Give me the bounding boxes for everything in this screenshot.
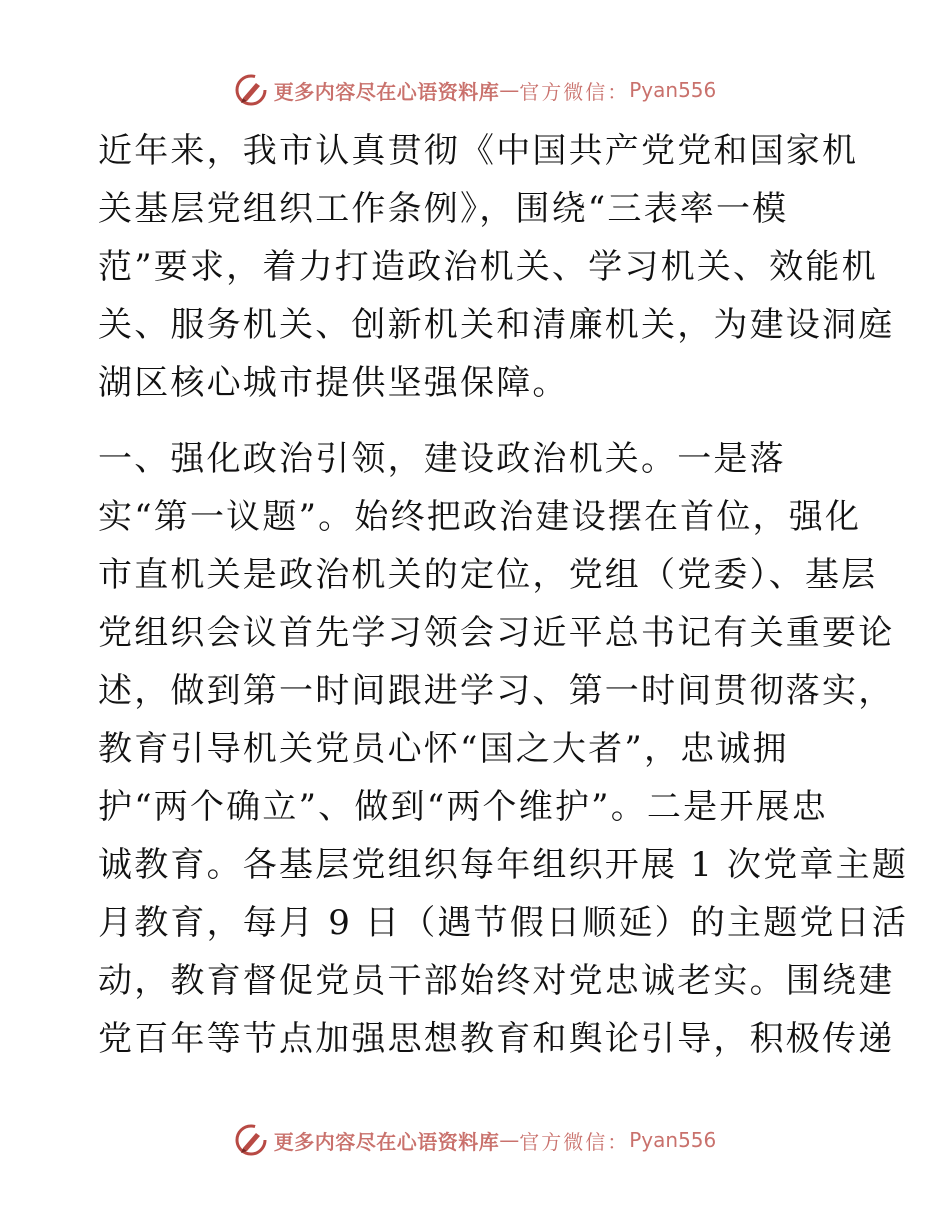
watermark-main-text: 更多内容尽在心语资料库 — [273, 1129, 500, 1154]
text-line: 实“第一议题”。始终把政治建设摆在首位，强化 — [98, 497, 862, 537]
text-line: 教育引导机关党员心怀“国之大者”，忠诚拥 — [98, 729, 789, 769]
text-line: 党组织会议首先学习领会习近平总书记有关重要论 — [98, 613, 895, 653]
watermark-separator: — — [499, 78, 520, 102]
text-line: 述，做到第一时间跟进学习、第一时间贯彻落实， — [98, 671, 895, 711]
logo-pen-icon — [234, 1123, 268, 1157]
paragraph-spacer — [98, 412, 858, 430]
watermark-id: Pyan556 — [629, 1128, 717, 1152]
text-line: 湖区核心城市提供坚强保障。 — [98, 363, 569, 403]
watermark-label: 官方微信： — [519, 79, 630, 104]
document-body — [98, 122, 909, 1068]
header-watermark — [0, 70, 950, 110]
text-line: 月教育，每月 9 日（遇节假日顺延）的主题党日活 — [98, 903, 909, 943]
text-line: 党百年等节点加强思想教育和舆论引导，积极传递 — [98, 1019, 895, 1059]
footer-watermark — [0, 1120, 950, 1160]
text-line: 动，教育督促党员干部始终对党忠诚老实。围绕建 — [98, 961, 895, 1001]
watermark-label: 官方微信： — [519, 1129, 630, 1154]
text-line: 市直机关是政治机关的定位，党组（党委）、基层 — [98, 555, 878, 595]
paragraph-intro — [98, 122, 895, 412]
watermark-main-text: 更多内容尽在心语资料库 — [273, 79, 500, 104]
text-line: 一、强化政治引领，建设政治机关。一是落 — [98, 439, 786, 479]
text-line: 关基层党组织工作条例》，围绕“三表率一模 — [98, 189, 789, 229]
watermark-separator: — — [499, 1128, 520, 1152]
text-line: 护“两个确立”、做到“两个维护”。二是开展忠 — [98, 787, 828, 827]
watermark-id: Pyan556 — [629, 78, 717, 102]
text-line: 范”要求，着力打造政治机关、学习机关、效能机 — [98, 247, 878, 287]
logo-pen-icon — [234, 73, 268, 107]
paragraph-section-one — [98, 430, 909, 1068]
text-line: 近年来，我市认真贯彻《中国共产党党和国家机 — [98, 131, 859, 171]
text-line: 诚教育。各基层党组织每年组织开展 1 次党章主题 — [98, 845, 909, 885]
text-line: 关、服务机关、创新机关和清廉机关，为建设洞庭 — [98, 305, 895, 345]
